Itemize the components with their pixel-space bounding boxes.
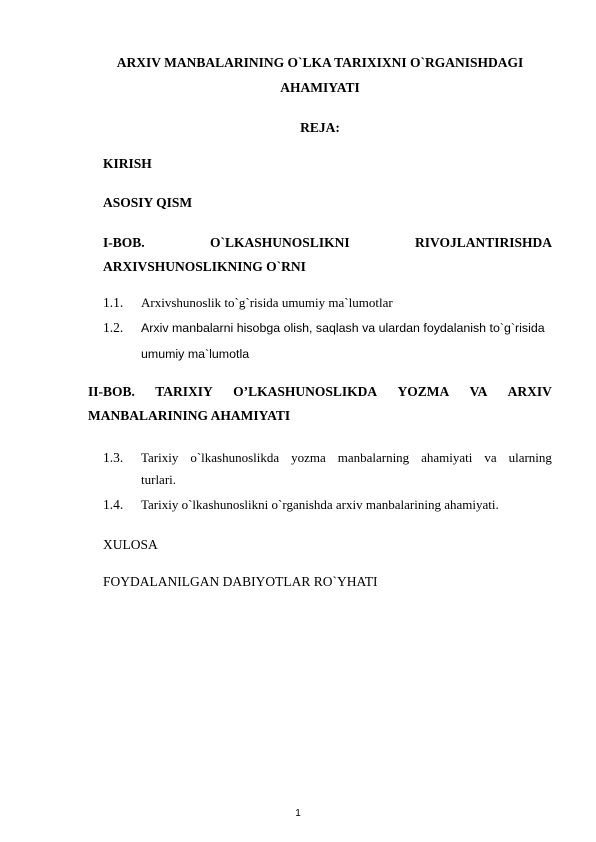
toc-item-text-continued: turlari.	[141, 472, 177, 487]
toc-item-number: 1.3.	[103, 450, 124, 465]
chapter-2-word: O’LKASHUNOSLIKDA	[233, 384, 378, 399]
toc-chapter-1-line-1	[103, 235, 552, 251]
item-word: ahamiyati	[421, 450, 473, 465]
chapter-1-word: I-BOB.	[103, 235, 145, 250]
chapter-2-word: TARIXIY	[155, 384, 213, 399]
item-word: Tarixiy	[141, 450, 179, 465]
toc-item-number: 1.2.	[103, 320, 124, 335]
chapter-2-word: YOZMA	[397, 384, 450, 399]
toc-item-text: Arxivshunoslik to`g`risida umumiy ma`lumotlar	[141, 295, 393, 310]
chapter-1-word: RIVOJLANTIRISHDA	[414, 235, 552, 250]
item-word: manbalarning	[337, 450, 410, 465]
toc-kirish: KIRISH	[103, 156, 152, 171]
document-title-line-2: AHAMIYATI	[280, 80, 360, 95]
document-title-line-1: ARXIV MANBALARINING O`LKA TARIXIXNI O`RGANISHDAGI	[116, 55, 524, 70]
plan-heading: REJA:	[300, 120, 340, 135]
item-word: o`lkashunoslikda	[190, 450, 280, 465]
chapter-1-word: O`LKASHUNOSLIKNI	[210, 235, 350, 250]
toc-chapter-2-line-1	[88, 384, 552, 400]
item-word: va	[484, 450, 497, 465]
toc-item-text-continued: umumiy ma`lumotla	[141, 347, 250, 361]
toc-item-number: 1.1.	[103, 295, 124, 310]
chapter-2-word: II-BOB.	[88, 384, 135, 399]
chapter-2-word: VA	[469, 384, 488, 399]
toc-item-text: Arxiv manbalarni hisobga olish, saqlash va ulardan foydalanish to`g`risida	[141, 321, 545, 335]
toc-foydalanilgan: FOYDALANILGAN DABIYOTLAR RO`YHATI	[103, 574, 378, 589]
toc-asosiy-qism: ASOSIY QISM	[103, 195, 193, 210]
toc-xulosa: XULOSA	[103, 537, 158, 552]
toc-item-text: Tarixiy o`lkashunoslikni o`rganishda arxiv manbalarining ahamiyati.	[141, 497, 499, 512]
toc-chapter-2-line-2: MANBALARINING AHAMIYATI	[88, 408, 291, 423]
toc-item-text	[141, 450, 552, 466]
page-number: 1	[295, 808, 301, 819]
chapter-2-word: ARXIV	[507, 384, 552, 399]
toc-chapter-1-line-2: ARXIVSHUNOSLIKNING O`RNI	[103, 259, 306, 274]
toc-item-number: 1.4.	[103, 497, 124, 512]
item-word: yozma	[291, 450, 326, 465]
item-word: ularning	[508, 450, 552, 465]
